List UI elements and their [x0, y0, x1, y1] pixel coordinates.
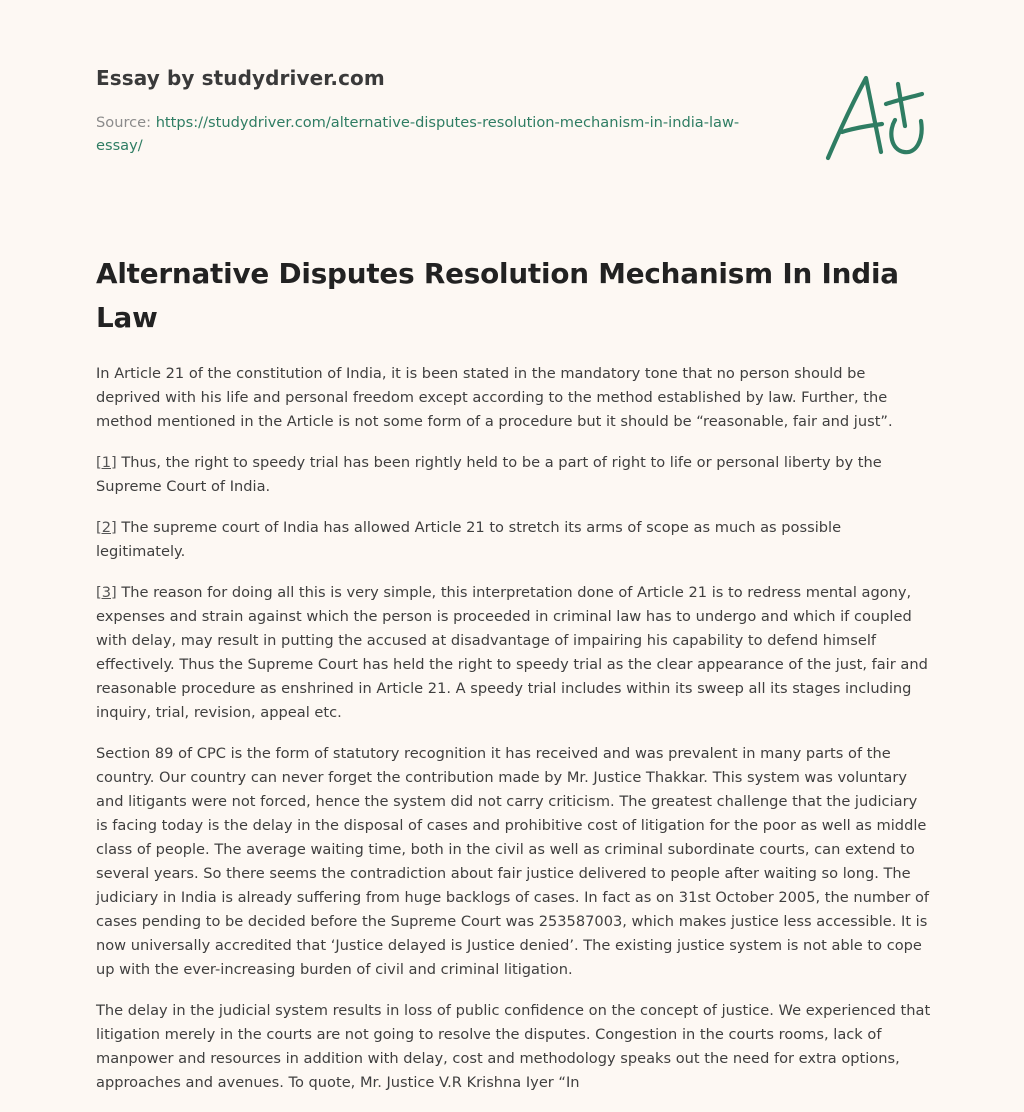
paragraph-text: The delay in the judicial system results in loss of public confidence on the concept of justice. We experienced that litigation merely in the courts are not going to resolve the disputes. Congestion in the courts rooms, lack of manpower and resources in addition with delay, cost and methodology speaks out the need for extra options, approaches and avenues. To quote, Mr. Justice V.R Krishna Iyer “In [96, 1002, 931, 1091]
a-plus-logo [818, 66, 930, 166]
essay-title: Alternative Disputes Resolution Mechanism In India Law [96, 257, 899, 334]
paragraph [96, 999, 932, 1095]
paragraph [96, 451, 932, 499]
a-plus-logo-icon [818, 66, 930, 166]
paragraph [96, 581, 932, 725]
paragraph-text: In Article 21 of the constitution of India, it is been stated in the mandatory tone that no person should be deprived with his life and personal freedom except according to the method established by law. Further, the method mentioned in the Article is not some form of a procedure but it should be “reasonable, fair and just”. [96, 365, 893, 430]
site-title: Essay by studydriver.com [96, 66, 385, 90]
paragraph [96, 742, 932, 982]
paragraph [96, 516, 932, 564]
source-label: Source: [96, 114, 152, 131]
footnote-link[interactable]: [3] [96, 584, 117, 601]
footnote-link[interactable]: [1] [96, 454, 117, 471]
paragraph-text: The supreme court of India has allowed Article 21 to stretch its arms of scope as much as possible legitimately. [96, 519, 842, 560]
footnote-link[interactable]: [2] [96, 519, 117, 536]
paragraph-text: The reason for doing all this is very simple, this interpretation done of Article 21 is to redress mental agony, expenses and strain against which the person is proceeded in criminal law has to undergo and which if coupled with delay, may result in putting the accused at disadvantage of impairing his capability to defend himself effectively. Thus the Supreme Court has held the right to speedy trial as the clear appearance of the just, fair and reasonable procedure as enshrined in Article 21. A speedy trial includes within its sweep all its stages including inquiry, trial, revision, appeal etc. [96, 584, 928, 721]
source-line [96, 111, 766, 157]
source-link[interactable]: https://studydriver.com/alternative-disputes-resolution-mechanism-in-india-law-essay/ [96, 114, 740, 154]
paragraph-text: Thus, the right to speedy trial has been rightly held to be a part of right to life or personal liberty by the Supreme Court of India. [96, 454, 882, 495]
essay-article [96, 252, 932, 1112]
essay-header [96, 64, 776, 157]
paragraph [96, 362, 932, 434]
paragraph-text: Section 89 of CPC is the form of statutory recognition it has received and was prevalent in many parts of the country. Our country can never forget the contribution made by Mr. Justice Thakkar. This system was voluntary and litigants were not forced, hence the system did not carry criticism. The greatest challenge that the judiciary is facing today is the delay in the disposal of cases and prohibitive cost of litigation for the poor as well as middle class of people. The average waiting time, both in the civil as well as criminal subordinate courts, can extend to several years. So there seems the contradiction about fair justice delivered to people after waiting so long. The judiciary in India is already suffering from huge backlogs of cases. In fact as on 31st October 2005, the number of cases pending to be decided before the Supreme Court was 253587003, which makes justice less accessible. It is now universally accredited that ‘Justice delayed is Justice denied’. The existing justice system is not able to cope up with the ever-increasing burden of civil and criminal litigation. [96, 745, 930, 978]
